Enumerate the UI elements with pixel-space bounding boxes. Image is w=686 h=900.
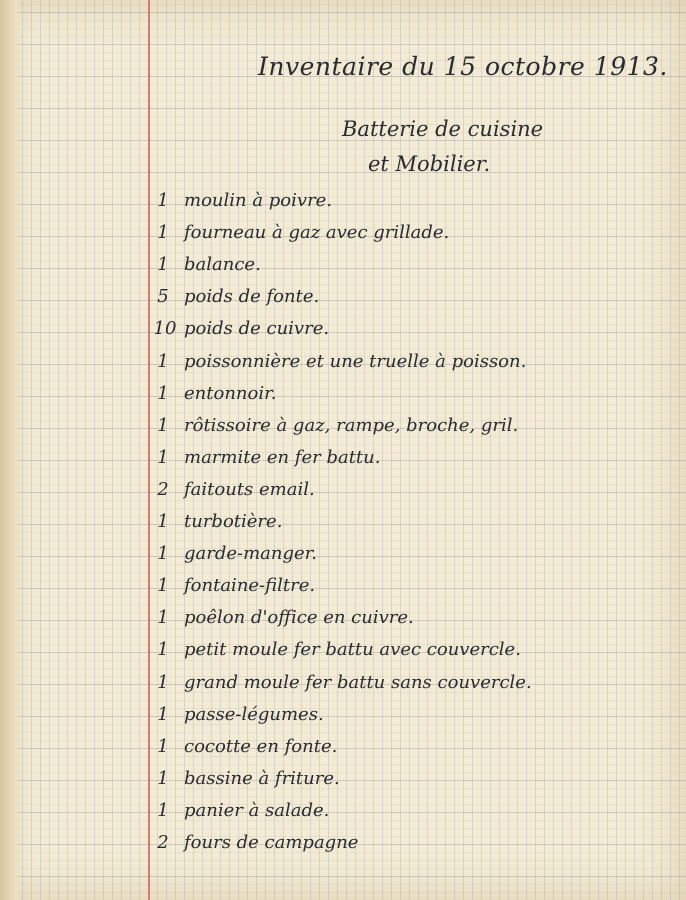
item-quantity: 1 [157, 768, 169, 789]
item-quantity: 1 [157, 800, 169, 821]
margin-line [148, 0, 150, 900]
item-name: rôtissoire à gaz, rampe, broche, gril. [184, 415, 519, 436]
item-name: grand moule fer battu sans couvercle. [184, 672, 532, 693]
item-quantity: 1 [157, 575, 169, 596]
item-name: poêlon d'office en cuivre. [184, 607, 414, 628]
item-name: balance. [184, 254, 261, 275]
item-name: poids de cuivre. [184, 318, 330, 339]
item-quantity: 1 [157, 736, 169, 757]
item-quantity: 1 [157, 639, 169, 660]
page-title: Inventaire du 15 octobre 1913. [258, 52, 668, 81]
item-name: garde-manger. [184, 543, 318, 564]
item-name: cocotte en fonte. [184, 736, 338, 757]
item-quantity: 1 [157, 511, 169, 532]
item-quantity: 1 [157, 672, 169, 693]
section-heading-continued: et Mobilier. [368, 152, 491, 176]
item-quantity: 1 [157, 704, 169, 725]
item-quantity: 1 [157, 351, 169, 372]
item-quantity: 1 [157, 607, 169, 628]
item-name: bassine à friture. [184, 768, 340, 789]
item-name: poids de fonte. [184, 286, 320, 307]
item-name: petit moule fer battu avec couvercle. [184, 639, 521, 660]
item-name: entonnoir. [184, 383, 277, 404]
item-quantity: 1 [157, 415, 169, 436]
item-quantity: 1 [157, 543, 169, 564]
item-name: fours de campagne [184, 832, 359, 853]
item-name: fontaine-filtre. [184, 575, 316, 596]
item-quantity: 1 [157, 190, 169, 211]
page-binding [0, 0, 22, 900]
item-quantity: 1 [157, 254, 169, 275]
item-quantity: 1 [157, 447, 169, 468]
item-name: turbotière. [184, 511, 283, 532]
item-name: passe-légumes. [184, 704, 324, 725]
item-quantity: 10 [153, 318, 177, 339]
item-quantity: 1 [157, 383, 169, 404]
item-name: poissonnière et une truelle à poisson. [184, 351, 527, 372]
item-name: faitouts email. [184, 479, 315, 500]
item-quantity: 2 [157, 832, 169, 853]
item-name: fourneau à gaz avec grillade. [184, 222, 450, 243]
item-quantity: 1 [157, 222, 169, 243]
item-name: panier à salade. [184, 800, 330, 821]
item-name: marmite en fer battu. [184, 447, 381, 468]
item-name: moulin à poivre. [184, 190, 333, 211]
item-quantity: 2 [157, 479, 169, 500]
item-quantity: 5 [157, 286, 169, 307]
section-heading: Batterie de cuisine [342, 117, 544, 141]
